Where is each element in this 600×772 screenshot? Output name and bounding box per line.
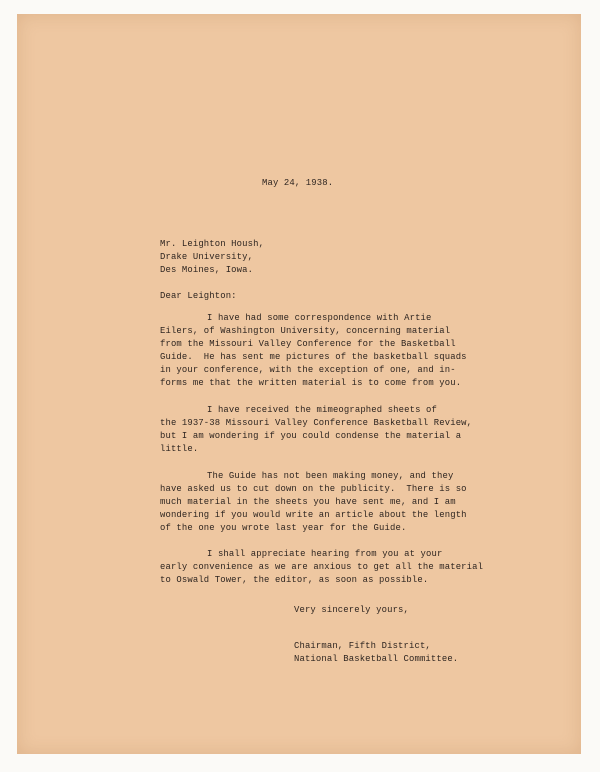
paragraph-3-line-2: have asked us to cut down on the publicity. There is so	[160, 484, 467, 494]
recipient-institution: Drake University,	[160, 252, 254, 262]
paragraph-1-line-6: forms me that the written material is to come from you.	[160, 378, 462, 388]
paragraph-4-line-1: I shall appreciate hearing from you at your	[207, 549, 443, 559]
paragraph-3-line-5: of the one you wrote last year for the Guide.	[160, 523, 407, 533]
paragraph-1-line-3: from the Missouri Valley Conference for the Basketball	[160, 339, 456, 349]
letter-date: May 24, 1938.	[262, 178, 334, 188]
paragraph-4-line-3: to Oswald Tower, the editor, as soon as possible.	[160, 575, 429, 585]
paragraph-3-line-1: The Guide has not been making money, and they	[207, 471, 454, 481]
salutation: Dear Leighton:	[160, 291, 237, 301]
paragraph-2-line-2: the 1937-38 Missouri Valley Conference Basketball Review,	[160, 418, 473, 428]
signature-title: Chairman, Fifth District,	[294, 641, 431, 651]
paragraph-2-line-3: but I am wondering if you could condense the material a	[160, 431, 462, 441]
paragraph-1-line-4: Guide. He has sent me pictures of the basketball squads	[160, 352, 467, 362]
paragraph-3-line-3: much material in the sheets you have sent me, and I am	[160, 497, 456, 507]
paragraph-1-line-1: I have had some correspondence with Artie	[207, 313, 432, 323]
recipient-city: Des Moines, Iowa.	[160, 265, 254, 275]
recipient-name: Mr. Leighton Housh,	[160, 239, 265, 249]
paragraph-4-line-2: early convenience as we are anxious to get all the material	[160, 562, 484, 572]
paragraph-2-line-4: little.	[160, 444, 199, 454]
paragraph-2-line-1: I have received the mimeographed sheets of	[207, 405, 437, 415]
paragraph-1-line-2: Eilers, of Washington University, concerning material	[160, 326, 451, 336]
paragraph-3-line-4: wondering if you would write an article about the length	[160, 510, 467, 520]
paragraph-1-line-5: in your conference, with the exception of one, and in-	[160, 365, 456, 375]
signature-committee: National Basketball Committee.	[294, 654, 459, 664]
closing: Very sincerely yours,	[294, 605, 409, 615]
